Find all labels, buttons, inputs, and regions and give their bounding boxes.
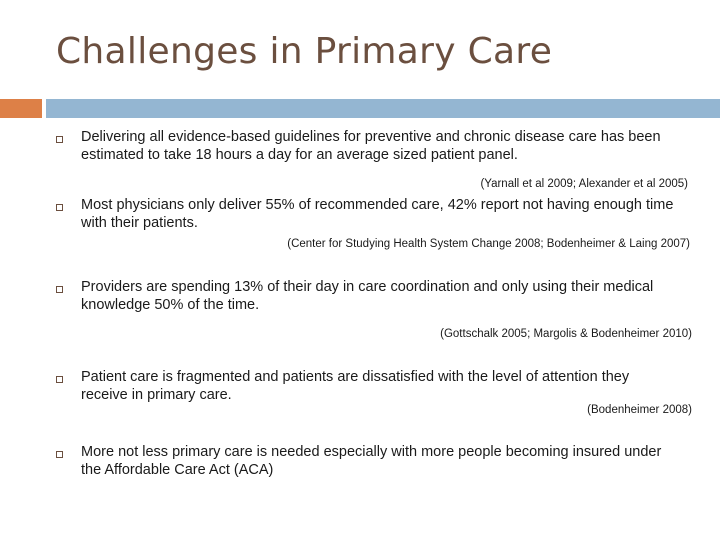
bullet-citation: (Yarnall et al 2009; Alexander et al 2005) — [480, 178, 688, 190]
slide-title: Challenges in Primary Care — [56, 31, 553, 72]
square-bullet-icon — [56, 204, 63, 211]
square-bullet-icon — [56, 451, 63, 458]
square-bullet-icon — [56, 136, 63, 143]
bullet-text: More not less primary care is needed especially with more people becoming insured under the Affordable Care Act (ACA) — [81, 444, 662, 478]
bullet-text: Delivering all evidence-based guidelines for preventive and chronic disease care has been estimated to take 18 hours a day for an average sized patient panel. — [81, 129, 661, 163]
bullet-citation: (Gottschalk 2005; Margolis & Bodenheimer 2010) — [440, 328, 692, 340]
bullet-citation: (Bodenheimer 2008) — [587, 404, 692, 416]
bullet-text: Providers are spending 13% of their day in care coordination and only using their medical knowledge 50% of the time. — [81, 279, 654, 313]
bullet-text: Most physicians only deliver 55% of recommended care, 42% report not having enough time with their patients. — [81, 197, 674, 231]
bullet-text: Patient care is fragmented and patients are dissatisfied with the level of attention they receive in primary care. — [81, 369, 630, 403]
square-bullet-icon — [56, 286, 63, 293]
bullet-citation: (Center for Studying Health System Change 2008; Bodenheimer & Laing 2007) — [287, 238, 690, 250]
square-bullet-icon — [56, 376, 63, 383]
